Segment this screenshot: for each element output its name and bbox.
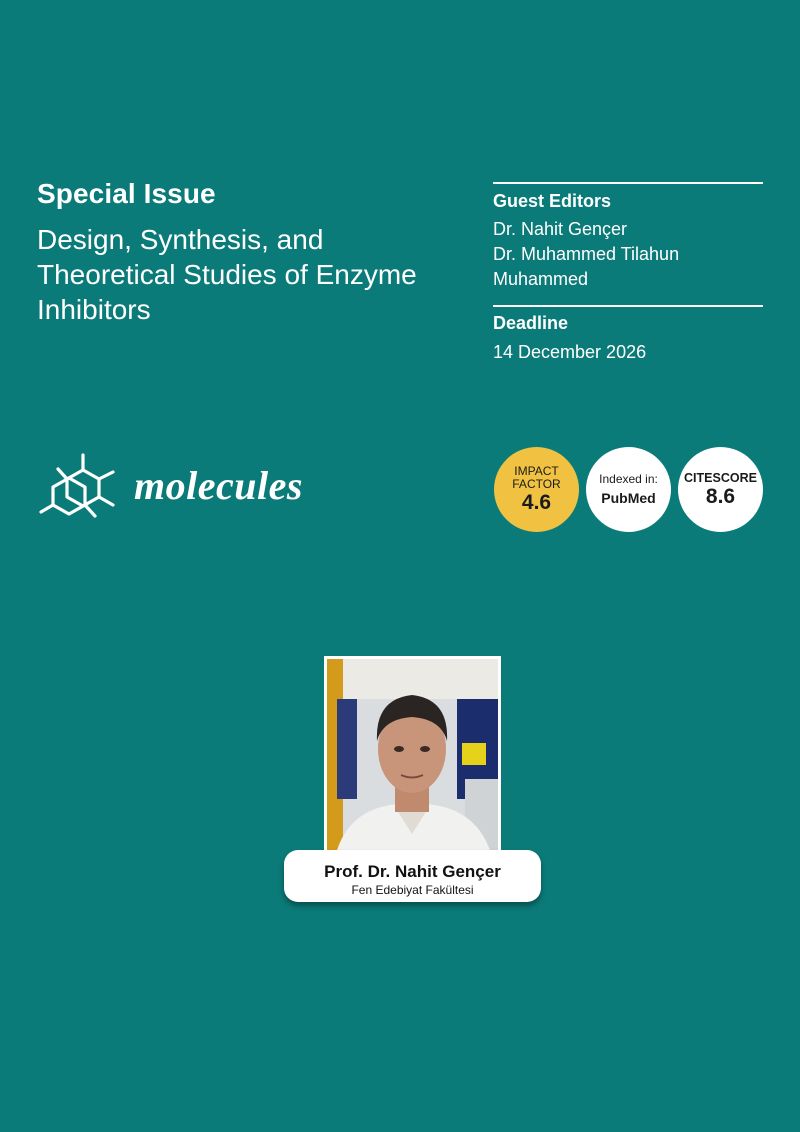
- deadline-heading: Deadline: [493, 313, 569, 333]
- impact-factor-value: 4.6: [521, 490, 552, 514]
- guest-editor-name: Muhammed: [493, 269, 589, 289]
- citescore-badge: [678, 447, 763, 532]
- guest-editor-name: Dr. Muhammed Tilahun: [493, 244, 680, 264]
- citescore-label: CITESCORE: [684, 470, 757, 485]
- citescore-value: 8.6: [705, 484, 736, 508]
- editor-name: Prof. Dr. Nahit Gençer: [324, 862, 501, 881]
- editor-photo: [327, 659, 498, 857]
- impact-factor-badge: [494, 447, 579, 532]
- indexed-badge: [586, 447, 671, 532]
- guest-editors-divider: [493, 182, 763, 184]
- indexed-label: Indexed in:: [599, 471, 658, 486]
- special-issue-label: Special Issue: [37, 178, 216, 209]
- deadline-divider: [493, 305, 763, 307]
- impact-factor-label: IMPACT: [514, 463, 559, 478]
- editor-affiliation: Fen Edebiyat Fakültesi: [351, 883, 474, 897]
- issue-title: Design, Synthesis, and Theoretical Studies of Enzyme Inhibitors: [37, 224, 417, 325]
- editor-name-card: [284, 850, 541, 902]
- impact-factor-label: FACTOR: [512, 476, 561, 491]
- indexed-value: PubMed: [601, 489, 656, 506]
- editor-photo-frame: [324, 656, 501, 860]
- hexagon-molecule-icon: [38, 450, 120, 524]
- journal-name: molecules: [134, 463, 303, 508]
- journal-logo: [38, 450, 338, 525]
- guest-editor-name: Dr. Nahit Gençer: [493, 219, 628, 239]
- guest-editors-heading: Guest Editors: [493, 191, 612, 211]
- deadline-date: 14 December 2026: [493, 342, 647, 362]
